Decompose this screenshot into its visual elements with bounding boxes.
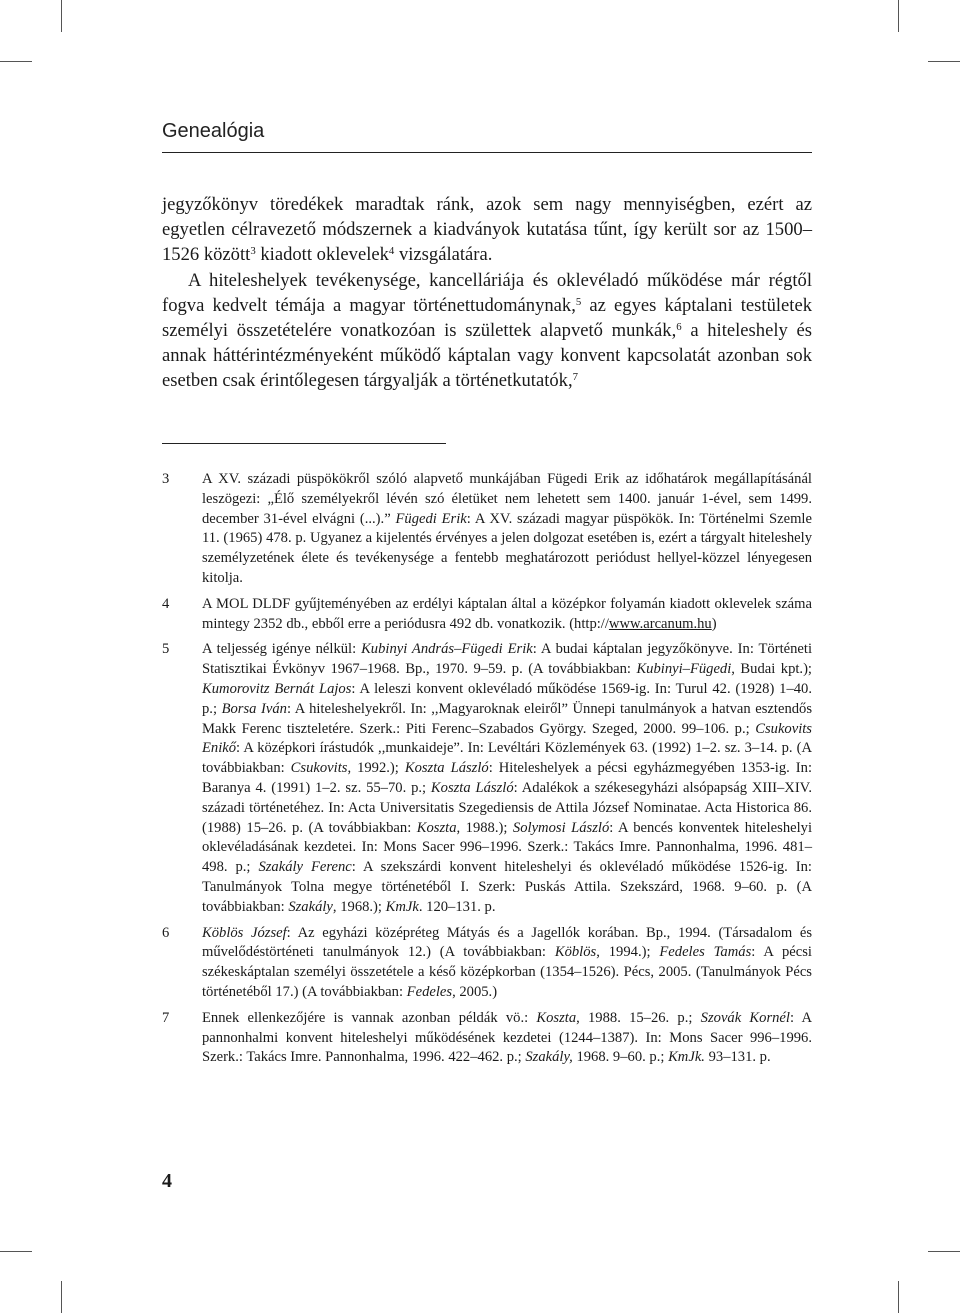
url-link[interactable]: www.arcanum.hu [608, 615, 712, 632]
crop-mark [0, 1251, 32, 1252]
text-run: , 1968.); [332, 898, 386, 915]
author-name: Fedeles [406, 983, 453, 1000]
text-run: : A pannonhalmi konvent hiteleshelyi működésének kezdetei (1244–1387). In: Mons Sacer 996–1996. Szerk.: Takács Imre. Pannonhalma, 1996. 422–462. p.; [202, 1009, 812, 1066]
author-name: Koszta [416, 819, 457, 836]
text-run: A teljesség igénye nélkül: [202, 641, 362, 658]
crop-mark [898, 0, 899, 32]
author-name: Köblös [554, 944, 597, 961]
author-name: Koszta László [430, 779, 514, 796]
author-name: Kumorovitz Bernát Lajos [202, 680, 352, 697]
footnote [162, 470, 812, 589]
paragraph [162, 268, 812, 394]
footnote [162, 924, 812, 1003]
author-name: Borsa Iván [221, 700, 287, 717]
footnote-ref[interactable]: 6 [676, 321, 682, 334]
text-run: : A budai káptalan jegyzőkönyve. In: Történeti Statisztikai Évkönyv 1967–1968. Bp., 1970. 9–59. p. (A továbbiakban: [202, 641, 813, 678]
footnote-ref[interactable]: 7 [572, 371, 579, 384]
author-name: Kubinyi–Fügedi [636, 661, 732, 678]
author-name: Köblös József [202, 924, 287, 941]
header-divider [162, 152, 812, 153]
footnote-number: 4 [162, 595, 170, 612]
crop-mark [898, 1281, 899, 1313]
text-run: A MOL DLDF gyűjteményében az erdélyi káptalan által a középkor folyamán kiadott oklevelek száma mintegy 2352 db., ebből erre a periódusra 492 db. vonatkozik. (http:// [202, 595, 812, 632]
author-name: Szakály, [525, 1049, 573, 1066]
text-run: : A bencés konventek hiteleshelyi oklevéladásának kezdetei. In: Mons Sacer 996–1996. Szerk.: Takács Imre. Pannonhalma, 1996. 481–498. p.; [202, 819, 813, 876]
text-run: , Budai kpt.); [731, 661, 812, 678]
main-text [162, 192, 812, 394]
text-run: az egyes káptalani testületek személyi összetételére vonatkozóan is születtek alapvető munkák, [162, 294, 813, 342]
text-run: vizsgálatára. [394, 244, 493, 266]
footnote-text [202, 595, 812, 635]
text-run: jegyzőkönyv töredékek maradtak ránk, azok sem nagy mennyiségben, ezért az egyetlen célravezető módszernek a kiadványok kutatása tűnt, így került sor az 1500–1526 között [162, 194, 812, 266]
text-run: 1968. 9–60. p.; [572, 1049, 669, 1066]
footnote-divider [162, 443, 446, 444]
text-run: : Hiteleshelyek a pécsi egyházmegyében 1353-ig. In: Baranya 4. (1991) 1–2. sz. 55–70. p.; [202, 760, 813, 796]
text-run: : A szekszárdi konvent hiteleshelyi és oklevéladó működése 1526-ig. In: Tanulmányok Tolna megye történetéből I. Szerk: Puskás Attila. Szekszárd, 1968. 9–60. p. (A továbbiakban: [202, 859, 812, 915]
text-run: : A XV. századi magyar püspökök. In: Történelmi Szemle 11. (1965) 478. p. Ugyanez a kijelentés érvényes a jelen dolgozat esetében is, ezért a tárgyalt hiteleshely személyzetének élete és tevékenysége a fentebb meghatározott periódust hellyel-közzel lényegesen kitolja. [202, 510, 812, 586]
footnote [162, 595, 812, 635]
text-run: , 2005.) [452, 983, 498, 1000]
text-run: kiadott oklevelek [255, 244, 389, 266]
author-name: Szovák Kornél [700, 1009, 790, 1026]
text-run: a hiteleshely és annak háttérintézményeként működő káptalan vagy konvent kapcsolatát azonban sok esetben csak érintőlegesen tárgyalják a történetkutatók, [162, 320, 812, 392]
author-name: Fedeles Tamás [659, 944, 752, 961]
author-name: Szakály Ferenc [258, 859, 352, 876]
text-run: 93–131. p. [704, 1049, 771, 1066]
crop-mark [61, 1281, 62, 1313]
footnote [162, 640, 812, 917]
footnotes [162, 470, 812, 1074]
running-header: Genealógia [162, 120, 265, 142]
author-name: Fügedi Erik [395, 510, 467, 527]
text-run: A hiteleshelyek tevékenysége, kancelláriája és oklevéladó működése már régtől fogva kedvelt témája a magyar történettudománynak, [162, 269, 812, 316]
text-run: : A pécsi székeskáptalan személyi összetétele a késő középkorban (1354–1526). Pécs, 2005. (Tanulmányok Pécs történetéből 17.) (A továbbiakban: [202, 944, 812, 1000]
text-run: : A leleszi konvent oklevéladó működése 1569-ig. In: Turul 42. (1928) 1–40. p.; [202, 680, 813, 717]
footnote-text [202, 1009, 812, 1068]
footnote [162, 1009, 812, 1068]
text-run: , 1988.); [456, 819, 513, 836]
text-run: A XV. századi püspökökről szóló alapvető munkájában Fügedi Erik az időhatárok megállapításánál leszögezi: „Élő személyekről lévén szó életüket nem lehetett sem 1400. január 1-ével, sem 1499. december 31-ével elvágni (...).” [202, 471, 812, 527]
crop-mark [928, 1251, 960, 1252]
footnote-text [202, 640, 812, 917]
footnote-number: 6 [162, 924, 170, 941]
page-number: 4 [162, 1170, 172, 1192]
text-run: : Az egyházi középréteg Mátyás és a Jagellók korában. Bp., 1994. (Társadalom és művelődéstörténeti tanulmányok 12.) (A továbbiakban: [202, 924, 812, 961]
crop-mark [0, 61, 32, 62]
paragraph [162, 192, 812, 268]
author-name: Koszta László [404, 760, 489, 777]
text-run: , 1988. 15–26. p.; [576, 1009, 701, 1026]
text-run: . 120–131. p. [418, 898, 496, 915]
footnote-text [202, 924, 812, 1003]
author-name: Solymosi László [512, 819, 610, 836]
author-name: Csukovits Enikő [202, 720, 812, 757]
text-run: Ennek ellenkezőjére is vannak azonban példák vö.: [202, 1009, 537, 1026]
crop-mark [61, 0, 62, 32]
footnote-ref[interactable]: 3 [250, 245, 256, 258]
text-run: : Adalékok a székesegyházi alsópapság XIII–XIV. századi történetéhez. In: Acta Universitatis Szegediensis de Attila József Nominatae. Acta Historica 86. (1988) 15–26. p. (A továbbiakban: [202, 779, 812, 836]
text-run: : A középkori írástudók ,,munkaideje”. In: Levéltári Közlemények 63. (1992) 1–2. sz. 3–14. p. (A továbbiakban: [202, 740, 812, 777]
author-name: KmJk. [668, 1049, 705, 1066]
footnote-number: 3 [162, 471, 170, 487]
footnote-number: 5 [162, 641, 170, 658]
text-run: , 1994.); [596, 944, 660, 961]
footnote-text [202, 470, 812, 589]
text-run: ) [711, 615, 717, 632]
footnote-ref[interactable]: 5 [575, 295, 582, 308]
text-run: : A hiteleshelyekről. In: ,,Magyaroknak eleiről” Ünnepi tanulmányok a hatvan esztendős Makk Ferenc tiszteletére. Szerk.: Piti Ferenc–Szabados György. Szeged, 2000. 99–106. p.; [202, 700, 813, 737]
author-name: Csukovits [290, 760, 348, 777]
footnote-ref[interactable]: 4 [388, 245, 395, 258]
footnote-number: 7 [162, 1009, 170, 1026]
author-name: Szakály [288, 898, 333, 915]
author-name: Kubinyi András–Fügedi Erik [361, 641, 533, 658]
crop-mark [928, 61, 960, 62]
text-run: , 1992.); [347, 760, 405, 777]
author-name: KmJk [385, 898, 419, 915]
author-name: Koszta [536, 1009, 577, 1026]
